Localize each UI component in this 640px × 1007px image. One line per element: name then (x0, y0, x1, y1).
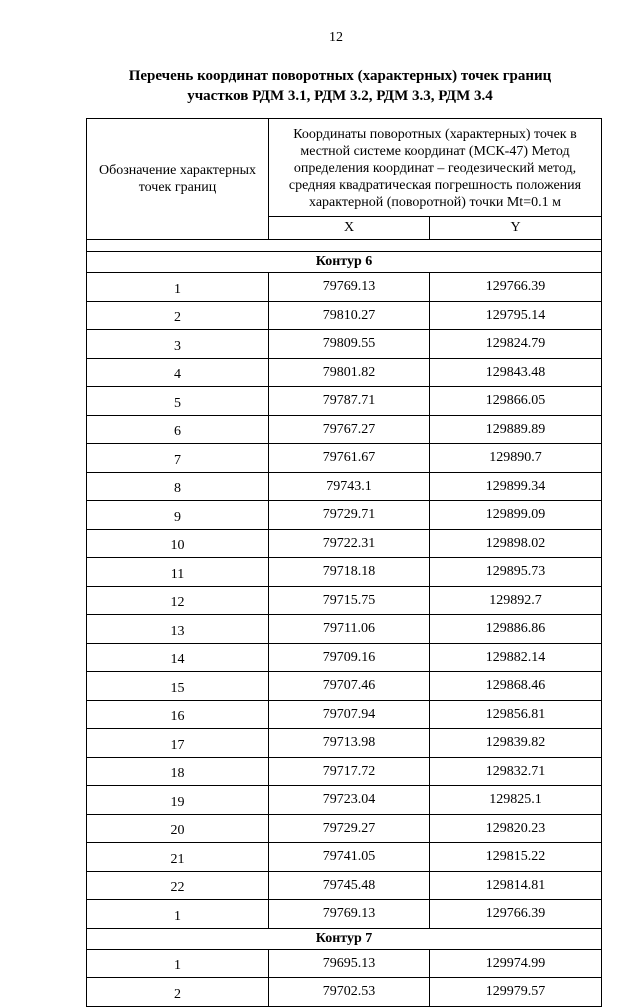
table-row (87, 330, 602, 359)
point-number-cell: 13 (87, 615, 269, 644)
y-coordinate-cell: 129898.02 (430, 529, 602, 558)
table-row (87, 643, 602, 672)
header-spacer-row (87, 240, 602, 252)
point-number-cell: 14 (87, 643, 269, 672)
y-coordinate-cell: 129882.14 (430, 643, 602, 672)
point-number-cell: 1 (87, 900, 269, 929)
x-coordinate-cell: 79695.13 (269, 949, 430, 978)
point-number-cell: 15 (87, 672, 269, 701)
y-coordinate-cell: 129839.82 (430, 729, 602, 758)
x-coordinate-cell: 79723.04 (269, 786, 430, 815)
y-coordinate-cell: 129979.57 (430, 978, 602, 1007)
document-title (90, 66, 590, 106)
point-number-cell: 5 (87, 387, 269, 416)
x-coordinate-cell: 79707.46 (269, 672, 430, 701)
header-x: X (269, 217, 430, 240)
table-row (87, 978, 602, 1007)
point-number-cell: 7 (87, 444, 269, 473)
x-coordinate-cell: 79722.31 (269, 529, 430, 558)
header-coordinates-description: Координаты поворотных (характерных) точек в местной системе координат (МСК-47) Метод определения координат – геодезический метод, средняя квадратическая погрешность положения характерной (поворотной) точки Mt=0.1 м (269, 119, 602, 217)
y-coordinate-cell: 129795.14 (430, 301, 602, 330)
table-row (87, 871, 602, 900)
x-coordinate-cell: 79743.1 (269, 472, 430, 501)
x-coordinate-cell: 79702.53 (269, 978, 430, 1007)
x-coordinate-cell: 79713.98 (269, 729, 430, 758)
y-coordinate-cell: 129890.7 (430, 444, 602, 473)
table-row (87, 444, 602, 473)
table-row (87, 387, 602, 416)
x-coordinate-cell: 79769.13 (269, 273, 430, 302)
table-row (87, 472, 602, 501)
table-row (87, 301, 602, 330)
x-coordinate-cell: 79717.72 (269, 757, 430, 786)
point-number-cell: 18 (87, 757, 269, 786)
x-coordinate-cell: 79729.27 (269, 814, 430, 843)
x-coordinate-cell: 79729.71 (269, 501, 430, 530)
y-coordinate-cell: 129824.79 (430, 330, 602, 359)
y-coordinate-cell: 129843.48 (430, 358, 602, 387)
point-number-cell: 6 (87, 415, 269, 444)
table-row (87, 529, 602, 558)
x-coordinate-cell: 79711.06 (269, 615, 430, 644)
point-number-cell: 3 (87, 330, 269, 359)
y-coordinate-cell: 129868.46 (430, 672, 602, 701)
coordinates-table-container (86, 118, 601, 1007)
y-coordinate-cell: 129766.39 (430, 273, 602, 302)
table-row (87, 615, 602, 644)
point-number-cell: 17 (87, 729, 269, 758)
point-number-cell: 1 (87, 273, 269, 302)
table-row (87, 786, 602, 815)
table-row (87, 757, 602, 786)
coordinates-table (86, 118, 602, 1007)
x-coordinate-cell: 79707.94 (269, 700, 430, 729)
table-row (87, 358, 602, 387)
y-coordinate-cell: 129815.22 (430, 843, 602, 872)
x-coordinate-cell: 79718.18 (269, 558, 430, 587)
point-number-cell: 1 (87, 949, 269, 978)
y-coordinate-cell: 129899.34 (430, 472, 602, 501)
point-number-cell: 2 (87, 978, 269, 1007)
contour-heading: Контур 7 (87, 928, 602, 949)
x-coordinate-cell: 79715.75 (269, 586, 430, 615)
table-body (87, 252, 602, 1007)
y-coordinate-cell: 129856.81 (430, 700, 602, 729)
table-row (87, 814, 602, 843)
table-row (87, 558, 602, 587)
point-number-cell: 4 (87, 358, 269, 387)
document-title-line-2: участков РДМ 3.1, РДМ 3.2, РДМ 3.3, РДМ 3.4 (187, 88, 493, 104)
x-coordinate-cell: 79809.55 (269, 330, 430, 359)
header-point-designation: Обозначение характерных точек границ (87, 119, 269, 240)
table-row (87, 273, 602, 302)
table-header (87, 119, 602, 252)
table-row (87, 672, 602, 701)
point-number-cell: 2 (87, 301, 269, 330)
y-coordinate-cell: 129866.05 (430, 387, 602, 416)
x-coordinate-cell: 79810.27 (269, 301, 430, 330)
point-number-cell: 19 (87, 786, 269, 815)
x-coordinate-cell: 79745.48 (269, 871, 430, 900)
x-coordinate-cell: 79741.05 (269, 843, 430, 872)
table-row (87, 586, 602, 615)
y-coordinate-cell: 129899.09 (430, 501, 602, 530)
x-coordinate-cell: 79787.71 (269, 387, 430, 416)
contour-heading-row (87, 252, 602, 273)
y-coordinate-cell: 129766.39 (430, 900, 602, 929)
contour-heading: Контур 6 (87, 252, 602, 273)
point-number-cell: 12 (87, 586, 269, 615)
y-coordinate-cell: 129974.99 (430, 949, 602, 978)
y-coordinate-cell: 129825.1 (430, 786, 602, 815)
header-y: Y (430, 217, 602, 240)
point-number-cell: 10 (87, 529, 269, 558)
x-coordinate-cell: 79767.27 (269, 415, 430, 444)
y-coordinate-cell: 129886.86 (430, 615, 602, 644)
y-coordinate-cell: 129889.89 (430, 415, 602, 444)
point-number-cell: 21 (87, 843, 269, 872)
point-number-cell: 11 (87, 558, 269, 587)
x-coordinate-cell: 79709.16 (269, 643, 430, 672)
table-row (87, 900, 602, 929)
table-row (87, 729, 602, 758)
page-number: 12 (329, 30, 343, 45)
table-row (87, 501, 602, 530)
y-coordinate-cell: 129892.7 (430, 586, 602, 615)
table-row (87, 415, 602, 444)
point-number-cell: 8 (87, 472, 269, 501)
table-row (87, 949, 602, 978)
y-coordinate-cell: 129895.73 (430, 558, 602, 587)
point-number-cell: 16 (87, 700, 269, 729)
header-spacer-cell (87, 240, 602, 252)
point-number-cell: 20 (87, 814, 269, 843)
contour-heading-row (87, 928, 602, 949)
y-coordinate-cell: 129820.23 (430, 814, 602, 843)
point-number-cell: 9 (87, 501, 269, 530)
y-coordinate-cell: 129814.81 (430, 871, 602, 900)
table-row (87, 700, 602, 729)
x-coordinate-cell: 79769.13 (269, 900, 430, 929)
point-number-cell: 22 (87, 871, 269, 900)
x-coordinate-cell: 79801.82 (269, 358, 430, 387)
document-title-line-1: Перечень координат поворотных (характерных) точек границ (128, 68, 552, 84)
y-coordinate-cell: 129832.71 (430, 757, 602, 786)
x-coordinate-cell: 79761.67 (269, 444, 430, 473)
table-row (87, 843, 602, 872)
